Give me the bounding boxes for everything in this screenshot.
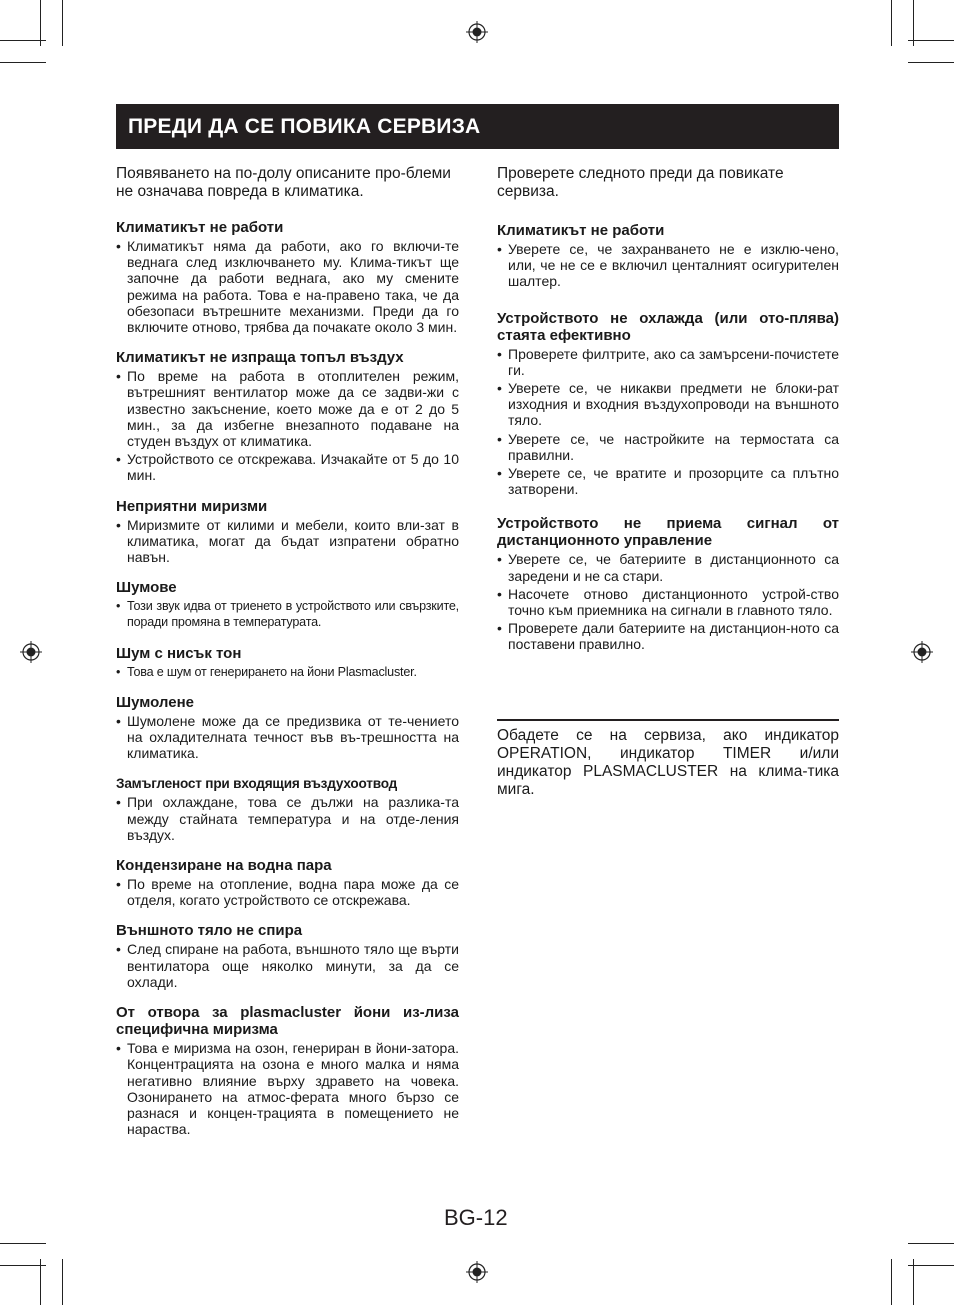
crop-mark — [891, 1259, 892, 1305]
crop-mark — [891, 0, 892, 46]
left-section-not-working — [116, 219, 459, 335]
left-section-odors — [116, 498, 459, 566]
list-item: • Уверете се, че никакви предмети не блоки-рат изходния и входния въздухопроводи на външното тяло. — [497, 380, 839, 429]
left-section-rustle — [116, 694, 459, 762]
registration-mark-icon — [466, 1261, 488, 1283]
right-column — [497, 165, 839, 667]
registration-mark-icon — [911, 641, 933, 663]
list-item: • Това е миризма на озон, генериран в йони-затора. Концентрацията на озона е много малка и няма негативно влияние върху здравето на човека. Озонирането на атмос-ферата много бързо се разнася и концен-трацията в помещението не нараства. — [116, 1040, 459, 1137]
left-section-no-warm-air — [116, 349, 459, 483]
section-heading: Климатикът не работи — [116, 219, 284, 236]
section-heading: Шумове — [116, 579, 177, 597]
list-item: • Уверете се, че настройките на термостата са правилни. — [497, 431, 839, 463]
list-item: • Това е шум от генерирането на йони Plasmacluster. — [116, 664, 459, 680]
list-item: • По време на отопление, водна пара може да се отделя, когато устройството се отскрежава. — [116, 876, 459, 908]
left-section-noises — [116, 579, 459, 630]
section-heading: Външното тяло не спира — [116, 922, 303, 940]
left-section-low-noise — [116, 645, 459, 680]
right-section-no-remote-signal — [497, 515, 839, 652]
left-section-condensation — [116, 857, 459, 908]
right-section-not-cooling — [497, 310, 839, 498]
crop-mark — [40, 1259, 41, 1305]
crop-mark — [40, 0, 41, 46]
crop-mark — [0, 62, 46, 63]
left-section-outdoor-unit — [116, 922, 459, 990]
section-heading: Климатикът не работи — [497, 222, 665, 239]
list-item: • Климатикът няма да работи, ако го включи-те веднага след изключването му. Клима-тикът ще започне да работи веднага, ако му смените режима на работа. Това е на-правено така, че да обезопаси вътрешните механизми. Преди да го включите отново, трябва да почакате около 3 мин. — [116, 238, 459, 335]
divider — [497, 719, 839, 721]
section-heading: Неприятни миризми — [116, 497, 268, 515]
list-item: • При охлаждане, това се дължи на разлика-та между стайната температура и на отде-ления въздух. — [116, 794, 459, 843]
list-item: • Уверете се, че вратите и прозорците са плътно затворени. — [497, 465, 839, 497]
crop-mark — [913, 1259, 914, 1305]
right-intro: Проверете следното преди да повикате сервиза. — [497, 165, 784, 200]
crop-mark — [908, 1265, 954, 1266]
left-column — [116, 165, 459, 1151]
crop-mark — [908, 62, 954, 63]
list-item: • След спиране на работа, външното тяло ще върти вентилатора още няколко минути, за да се охлади. — [116, 941, 459, 990]
section-heading: Климатикът не изпраща топъл въздух — [116, 349, 404, 367]
list-item: • Този звук идва от триенето в устройството или свързките, поради промяна в температурата. — [116, 598, 459, 630]
section-heading: Устройството не охлажда (или ото-плява) стаята ефективно — [497, 309, 839, 344]
crop-mark — [908, 1243, 954, 1244]
page-title: ПРЕДИ ДА СЕ ПОВИКА СЕРВИЗА — [128, 114, 481, 138]
crop-mark — [913, 0, 914, 46]
service-note: Обадете се на сервиза, ако индикатор OPERATION, индикатор TIMER и/или индикатор PLASMACLUSTER на клима-тика мига. — [497, 727, 839, 798]
section-heading: Шумолене — [116, 693, 194, 711]
section-heading: Кондензиране на водна пара — [116, 857, 332, 875]
left-section-mist — [116, 775, 459, 843]
list-item: • Уверете се, че батериите в дистанционното са заредени и не са стари. — [497, 551, 839, 583]
section-heading: От отвора за plasmacluster йони из-лиза специфична миризма — [116, 1004, 459, 1039]
section-heading: Устройството не приема сигнал от дистанционното управление — [497, 515, 839, 550]
crop-mark — [908, 40, 954, 41]
crop-mark — [0, 1243, 46, 1244]
section-heading: Шум с нисък тон — [116, 644, 242, 662]
section-heading: Замъгленост при входящия въздухоотвод — [116, 776, 398, 792]
left-intro: Появяването на по-долу описаните про-блеми не означава повреда в климатика. — [116, 165, 451, 200]
crop-mark — [62, 0, 63, 46]
list-item: • Уверете се, че захранването не е изклю-чено, или, че не се е включил центалният осигурителен шалтер. — [497, 241, 839, 290]
list-item: • Миризмите от килими и мебели, които вли-зат в климатика, могат да бъдат изпратени обратно навън. — [116, 517, 459, 566]
list-item: • Шумолене може да се предизвика от те-чението на охладителната течност във въ-трешността на климатика. — [116, 713, 459, 762]
list-item: • Насочете отново дистанционното устрой-ство точно към приемника на сигнали в главното тяло. — [497, 586, 839, 618]
registration-mark-icon — [20, 641, 42, 663]
registration-mark-icon — [466, 21, 488, 43]
list-item: • Устройството се отскрежава. Изчакайте от 5 до 10 мин. — [116, 451, 459, 483]
list-item: • Проверете филтрите, ако са замърсени-почистете ги. — [497, 346, 839, 378]
section-banner — [116, 104, 839, 149]
left-section-plasmacluster-odor — [116, 1004, 459, 1137]
list-item: • Проверете дали батериите на дистанцион-ното са поставени правилно. — [497, 620, 839, 652]
crop-mark — [62, 1259, 63, 1305]
list-item: • По време на работа в отоплителен режим, вътрешният вентилатор може да се задви-жи с известно закъснение, което може да е от 2 до 5 мин., за да избегне внезапното подаване на студен въздух от климатика. — [116, 368, 459, 449]
page-number: BG-12 — [444, 1205, 508, 1230]
right-section-not-working — [497, 222, 839, 290]
